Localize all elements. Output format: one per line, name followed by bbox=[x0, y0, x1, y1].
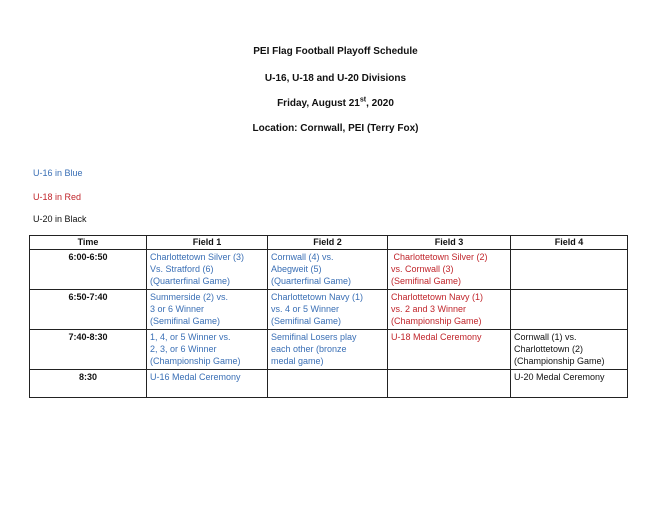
time-cell: 6:00-6:50 bbox=[30, 250, 147, 290]
header-field-2: Field 2 bbox=[268, 236, 388, 250]
cell-line: Charlottetown (2) bbox=[514, 344, 584, 354]
time-cell: 6:50-7:40 bbox=[30, 290, 147, 330]
cell-line: Charlottetown Silver (3) bbox=[150, 252, 245, 262]
cell-line: Summerside (2) vs. bbox=[150, 292, 229, 302]
cell-line: each other (bronze bbox=[271, 344, 347, 354]
cell-line: U-16 Medal Ceremony bbox=[150, 372, 241, 382]
field-4-cell bbox=[511, 330, 628, 370]
cell-line: (Quarterfinal Game) bbox=[150, 276, 231, 286]
header-field-1: Field 1 bbox=[147, 236, 268, 250]
table-row bbox=[30, 330, 628, 370]
cell-line: U-18 Medal Ceremony bbox=[391, 332, 482, 342]
field-2-cell bbox=[268, 330, 388, 370]
cell-line: (Semifinal Game) bbox=[391, 276, 462, 286]
field-2-cell bbox=[268, 250, 388, 290]
field-2-cell bbox=[268, 370, 388, 398]
cell-line: 1, 4, or 5 Winner vs. bbox=[150, 332, 231, 342]
cell-line: Semifinal Losers play bbox=[271, 332, 357, 342]
legend-u18: U-18 in Red bbox=[33, 192, 82, 202]
header-time: Time bbox=[30, 236, 147, 250]
field-4-cell bbox=[511, 290, 628, 330]
cell-line: Charlottetown Silver (2) bbox=[391, 252, 488, 262]
field-4-cell bbox=[511, 370, 628, 398]
cell-line: (Championship Game) bbox=[150, 356, 241, 366]
table-row bbox=[30, 370, 628, 398]
cell-line: Charlottetown Navy (1) bbox=[271, 292, 364, 302]
date-ordinal: st bbox=[359, 96, 367, 104]
cell-line: 3 or 6 Winner bbox=[150, 304, 205, 314]
time-cell: 8:30 bbox=[30, 370, 147, 398]
field-3-cell bbox=[388, 330, 511, 370]
cell-line: Charlottetown Navy (1) bbox=[391, 292, 484, 302]
legend-u16: U-16 in Blue bbox=[33, 168, 83, 178]
divisions-subtitle: U-16, U-18 and U-20 Divisions bbox=[264, 73, 407, 84]
cell-line: U-20 Medal Ceremony bbox=[514, 372, 605, 382]
field-3-cell bbox=[388, 290, 511, 330]
field-1-cell bbox=[147, 370, 268, 398]
legend-u20: U-20 in Black bbox=[33, 214, 87, 224]
cell-line: vs. Cornwall (3) bbox=[391, 264, 454, 274]
cell-line: (Quarterfinal Game) bbox=[271, 276, 352, 286]
field-1-cell bbox=[147, 250, 268, 290]
field-3-cell bbox=[388, 370, 511, 398]
field-3-cell bbox=[388, 250, 511, 290]
table-row bbox=[30, 290, 628, 330]
date-prefix: Friday, August 21 bbox=[277, 98, 360, 109]
cell-line: (Championship Game) bbox=[391, 316, 482, 326]
field-1-cell bbox=[147, 330, 268, 370]
field-4-cell bbox=[511, 250, 628, 290]
cell-line: medal game) bbox=[271, 356, 324, 366]
cell-line: Vs. Stratford (6) bbox=[150, 264, 214, 274]
date-suffix: , 2020 bbox=[366, 98, 394, 109]
cell-line: Abegweit (5) bbox=[271, 264, 322, 274]
time-cell: 7:40-8:30 bbox=[30, 330, 147, 370]
field-1-cell bbox=[147, 290, 268, 330]
table-row bbox=[30, 250, 628, 290]
event-location: Location: Cornwall, PEI (Terry Fox) bbox=[252, 123, 419, 134]
event-date bbox=[0, 98, 671, 109]
cell-line: Cornwall (1) vs. bbox=[514, 332, 577, 342]
header-field-3: Field 3 bbox=[388, 236, 511, 250]
field-2-cell bbox=[268, 290, 388, 330]
cell-line: (Semifinal Game) bbox=[271, 316, 342, 326]
header-row bbox=[30, 236, 628, 250]
cell-line: vs. 4 or 5 Winner bbox=[271, 304, 340, 314]
cell-line: (Semifinal Game) bbox=[150, 316, 221, 326]
schedule-title: PEI Flag Football Playoff Schedule bbox=[253, 46, 418, 57]
header-field-4: Field 4 bbox=[511, 236, 628, 250]
schedule-table bbox=[29, 235, 628, 398]
cell-line: vs. 2 and 3 Winner bbox=[391, 304, 467, 314]
cell-line: 2, 3, or 6 Winner bbox=[150, 344, 217, 354]
cell-line: Cornwall (4) vs. bbox=[271, 252, 334, 262]
cell-line: (Championship Game) bbox=[514, 356, 605, 366]
